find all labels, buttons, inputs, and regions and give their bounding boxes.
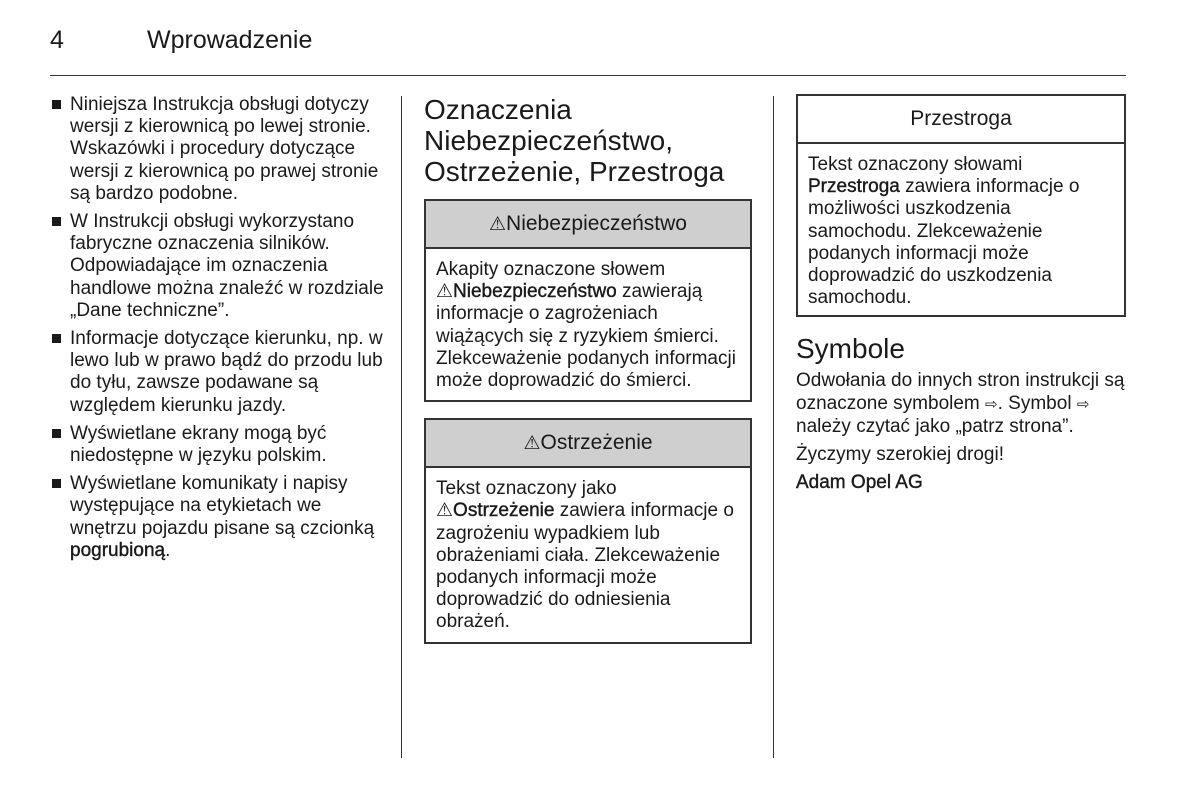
farewell-text: Życzymy szerokiej drogi! (796, 444, 1004, 466)
bullet-square-icon (52, 479, 61, 488)
page-reference-arrow-icon: ⇨ (1076, 395, 1090, 413)
warning-box-body (426, 468, 750, 641)
caution-text: Tekst oznaczony słowami (808, 154, 1023, 175)
column-divider-2 (773, 96, 774, 758)
company-name: Adam Opel AG (796, 472, 923, 494)
list-item (52, 328, 384, 417)
danger-text-end: zawierają informacje o zagrożeniach wiążących się z ryzykiem śmierci. Zlekceważenie podanych informacji może doprowadzić do śmierci. (436, 281, 736, 392)
list-item (52, 211, 384, 322)
caution-box-title: Przestroga (798, 96, 1124, 144)
right-column (796, 94, 1126, 500)
symbols-paragraph (796, 370, 1126, 438)
left-column (52, 94, 384, 568)
signature (796, 472, 1126, 494)
designations-heading: Oznaczenia Niebezpieczeństwo, Ostrzeżenie, Przestroga (424, 94, 725, 187)
warning-triangle-icon: ⚠ (489, 214, 507, 235)
caution-text-end: zawiera informacje o możliwości uszkodzenia samochodu. Zlekceważenie podanych informacji może doprowadzić do uszkodzenia samochodu. (808, 176, 1080, 309)
bullet-square-icon (52, 429, 61, 438)
bullet-square-icon (52, 100, 61, 109)
section-title: Wprowadzenie (147, 26, 313, 54)
caution-box-body (798, 144, 1124, 315)
warning-triangle-icon: ⚠ (436, 500, 454, 522)
list-item-text-end: . (165, 539, 171, 561)
danger-title-text: Niebezpieczeństwo (506, 212, 687, 235)
warning-box-title (426, 420, 750, 468)
list-item-text: Wyświetlane ekrany mogą być niedostępne w języku polskim. (70, 422, 327, 467)
symbols-text: Odwołania do innych stron instrukcji są oznaczone symbolem (796, 370, 1125, 414)
bold-term: Niebezpieczeństwo (453, 281, 617, 303)
warning-text-end: zawiera informacje o zagrożeniu wypadkiem lub obrażeniami ciała. Zlekceważenie podanych informacji może doprowadzić do odniesienia obrażeń. (436, 500, 734, 633)
list-item (52, 473, 384, 562)
warning-triangle-icon: ⚠ (523, 433, 541, 455)
symbols-heading: Symbole (796, 333, 905, 365)
list-item-text: Wyświetlane komunikaty i napisy występujące na etykietach we wnętrzu pojazdu pisane są czcionką (70, 473, 375, 539)
bold-term: Ostrzeżenie (453, 500, 555, 522)
bullet-list (52, 94, 384, 562)
warning-text: Tekst oznaczony jako (436, 478, 617, 500)
bold-term: pogrubioną (70, 539, 166, 561)
list-item-text: Informacje dotyczące kierunku, np. w lewo lub w prawo bądź do przodu lub do tyłu, zawsze podawane są względem kierunku jazdy. (70, 328, 383, 416)
warning-title-text: Ostrzeżenie (540, 431, 653, 455)
symbols-text: należy czytać jako „patrz strona”. (796, 415, 1074, 437)
column-divider-1 (401, 96, 402, 758)
warning-triangle-icon: ⚠ (436, 281, 454, 303)
list-item (52, 94, 384, 205)
middle-column (424, 94, 752, 660)
bullet-square-icon (52, 217, 61, 226)
caution-box (796, 94, 1126, 317)
list-item (52, 423, 384, 467)
page-reference-arrow-icon: ⇨ (985, 395, 998, 413)
danger-box (424, 199, 752, 402)
page-number: 4 (50, 26, 64, 54)
danger-box-body (426, 249, 750, 400)
symbols-text: . Symbol (997, 392, 1077, 414)
bold-term: Przestroga (808, 176, 900, 198)
list-item-text: Niniejsza Instrukcja obsługi dotyczy wersji z kierownicą po lewej stronie. Wskazówki i procedury dotyczące wersji z kierownicą po prawej stronie są bardzo podobne. (70, 94, 379, 204)
danger-text: Akapity oznaczone słowem (436, 259, 666, 280)
bullet-square-icon (52, 334, 61, 343)
list-item-text: W Instrukcji obsługi wykorzystano fabryczne oznaczenia silników. Odpowiadające im oznaczenia handlowe można znaleźć w rozdziale „Dane techniczne”. (70, 211, 384, 321)
warning-box (424, 418, 752, 643)
header-rule (50, 75, 1126, 76)
danger-box-title (426, 201, 750, 249)
